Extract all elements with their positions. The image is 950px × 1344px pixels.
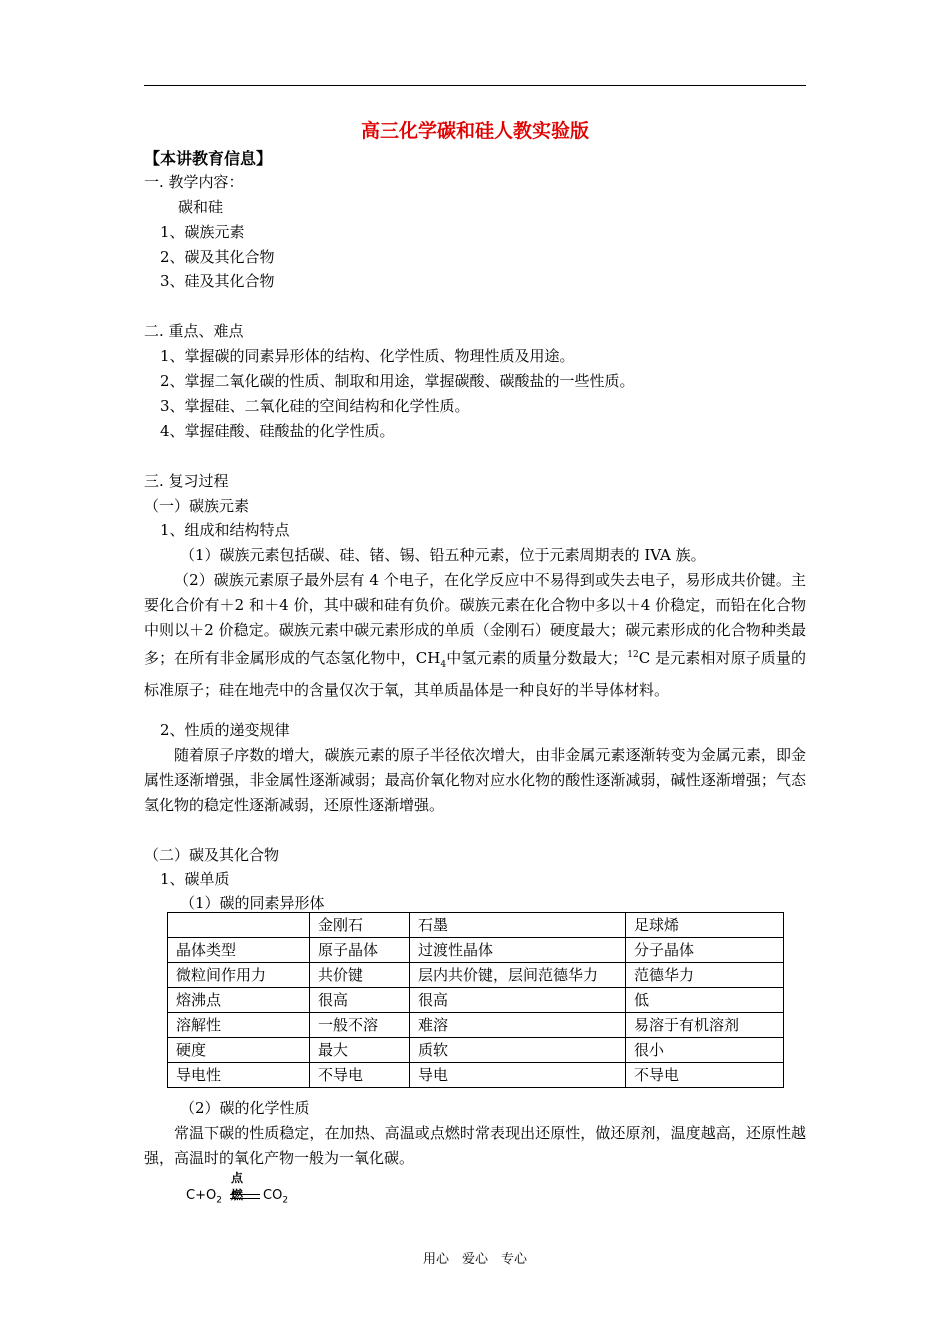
- table-row: [168, 1013, 784, 1038]
- item-heading: 1、组成和结构特点: [160, 521, 290, 539]
- header-rule: [144, 85, 806, 86]
- table-cell: [168, 913, 310, 938]
- table-cell: 最大: [310, 1038, 410, 1063]
- part2-item: 3、掌握硅、二氧化硅的空间结构和化学性质。: [160, 397, 470, 415]
- part1-item: 3、硅及其化合物: [160, 272, 275, 290]
- paragraph: 常温下碳的性质稳定，在加热、高温或点燃时常表现出还原性，做还原剂，温度越高，还原性越强，高温时的氧化产物一般为一氧化碳。: [144, 1124, 806, 1167]
- part1-item: 1、碳族元素: [160, 223, 245, 241]
- equation-reactants: $C+O_2$: [186, 1188, 222, 1206]
- table-cell: 晶体类型: [168, 938, 310, 963]
- table-cell: 很高: [310, 988, 410, 1013]
- table-cell: 导电: [410, 1063, 626, 1088]
- allotrope-table: [167, 912, 784, 1088]
- table-cell: 原子晶体: [310, 938, 410, 963]
- paragraph: 随着原子序数的增大，碳族元素的原子半径依次增大，由非金属元素逐渐转变为金属元素，即金属性逐渐增强，非金属性逐渐减弱；最高价氧化物对应水化物的酸性逐渐减弱，碱性逐渐增强；气态氢化物的稳定性逐渐减弱，还原性逐渐增强。: [144, 746, 806, 814]
- subsection-heading: （一）碳族元素: [144, 497, 250, 515]
- part2-item: 1、掌握碳的同素异形体的结构、化学性质、物理性质及用途。: [160, 347, 575, 365]
- table-row: [168, 963, 784, 988]
- reaction-condition: 点燃: [231, 1171, 244, 1202]
- table-cell: 一般不溶: [310, 1013, 410, 1038]
- table-cell: 导电性: [168, 1063, 310, 1088]
- table-cell: 易溶于有机溶剂: [626, 1013, 784, 1038]
- equation-equals-sign: [230, 1194, 260, 1199]
- table-cell: 熔沸点: [168, 988, 310, 1013]
- table-cell: 范德华力: [626, 963, 784, 988]
- table-cell: 质软: [410, 1038, 626, 1063]
- table-header-row: [168, 913, 784, 938]
- item-heading: 1、碳单质: [160, 870, 230, 888]
- table-row: [168, 988, 784, 1013]
- item-heading: 2、性质的递变规律: [160, 721, 290, 739]
- table-row: [168, 938, 784, 963]
- paragraph: （2）碳族元素原子最外层有 4 个电子，在化学反应中不易得到或失去电子，易形成共价键。主要化合价有＋2 和＋4 价，其中碳和硅有负价。碳族元素在化合物中多以＋4 价稳定，而铅在化合物中则以＋2 价稳定。碳族元素中碳元素形成的单质（金刚石）硬度最大；碳元素形成的化合物种类最多；在所有非金属形成的气态氢化物中，$CH_4$中氢元素的质量分数最大；$^{12}$C 是元素相对原子质量的标准原子；硅在地壳中的含量仅次于氧，其单质晶体是一种良好的半导体材料。: [144, 571, 806, 699]
- part2-item: 2、掌握二氧化碳的性质、制取和用途，掌握碳酸、碳酸盐的一些性质。: [160, 372, 635, 390]
- equation-products: $CO_2$: [263, 1188, 289, 1206]
- document-title: 高三化学碳和硅人教实验版: [360, 120, 589, 142]
- part1-item: 2、碳及其化合物: [160, 248, 275, 266]
- table-cell: 足球烯: [626, 913, 784, 938]
- table-cell: 过渡性晶体: [410, 938, 626, 963]
- paragraph: （1）碳的同素异形体: [180, 894, 325, 912]
- part1-heading: 一. 教学内容：: [144, 173, 244, 191]
- part3-heading: 三. 复习过程: [144, 472, 229, 490]
- table-cell: 金刚石: [310, 913, 410, 938]
- part1-topic: 碳和硅: [178, 198, 224, 216]
- table-cell: 溶解性: [168, 1013, 310, 1038]
- table-cell: 低: [626, 988, 784, 1013]
- table-cell: 很小: [626, 1038, 784, 1063]
- table-cell: 很高: [410, 988, 626, 1013]
- table-cell: 石墨: [410, 913, 626, 938]
- table-cell: 硬度: [168, 1038, 310, 1063]
- table-row: [168, 1063, 784, 1088]
- subsection-heading: （二）碳及其化合物: [144, 846, 280, 864]
- table-cell: 微粒间作用力: [168, 963, 310, 988]
- paragraph: （1）碳族元素包括碳、硅、锗、锡、铅五种元素，位于元素周期表的 IVA 族。: [180, 546, 706, 564]
- table-cell: 分子晶体: [626, 938, 784, 963]
- page-footer: 用心 爱心 专心: [422, 1252, 527, 1267]
- part2-heading: 二. 重点、难点: [144, 322, 244, 340]
- part2-item: 4、掌握硅酸、硅酸盐的化学性质。: [160, 422, 395, 440]
- table-cell: 难溶: [410, 1013, 626, 1038]
- section-header: 【本讲教育信息】: [144, 149, 273, 168]
- table-cell: 层内共价键，层间范德华力: [410, 963, 626, 988]
- table-cell: 不导电: [626, 1063, 784, 1088]
- table-row: [168, 1038, 784, 1063]
- paragraph: （2）碳的化学性质: [180, 1099, 310, 1117]
- table-cell: 不导电: [310, 1063, 410, 1088]
- table-cell: 共价键: [310, 963, 410, 988]
